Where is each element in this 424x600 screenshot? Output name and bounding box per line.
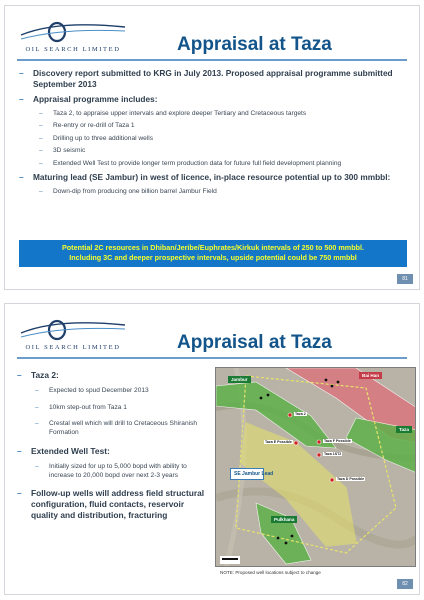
sub-bullet-item: – 10km step-out from Taza 1: [35, 403, 127, 411]
sub-bullet-item: – Initially sized for up to 5,000 bopd with ability to increase to 20,000 bopd over next 2-3 years: [35, 462, 187, 479]
map-label-pulkhana: Pulkhana: [271, 516, 297, 523]
slide-1: [4, 5, 420, 290]
bullet-item: – Discovery report submitted to KRG in July 2013. Proposed appraisal programme submitted September 2013: [19, 68, 393, 89]
slide-2: [4, 303, 420, 595]
company-logo: [17, 316, 129, 354]
sub-bullet-item: – Expected to spud December 2013: [35, 386, 149, 394]
sub-bullet-item: – Drilling up to three additional wells: [39, 134, 154, 142]
slide-title: Appraisal at Taza: [177, 34, 332, 55]
map-label-se-jambur: SE Jambur Lead: [230, 468, 264, 480]
banner-line-1: Potential 2C resources in Dhiban/Jeribe/Euphrates/Kirkuk intervals of 250 to 500 mmbbl.: [62, 243, 364, 252]
company-logo: [17, 18, 129, 56]
company-name: OIL SEARCH LIMITED: [25, 46, 121, 53]
slide-title: Appraisal at Taza: [177, 332, 332, 353]
well-taza2-marker: [288, 413, 292, 417]
well-label-taza-e: Taza E Possible: [265, 440, 292, 444]
sub-bullet-item: – Down-dip from producing one billion barrel Jambur Field: [39, 187, 217, 195]
logo-swirl-icon: [17, 316, 129, 344]
bullet-list: [19, 68, 411, 201]
bullet-item: – Taza 2:: [17, 370, 59, 380]
well-label-taza1: Taza 1ST2: [324, 452, 342, 456]
resource-banner: [19, 240, 407, 267]
company-name: OIL SEARCH LIMITED: [25, 344, 121, 351]
sub-bullet-item: – Re-entry or re-drill of Taza 1: [39, 122, 135, 130]
page-number: 82: [397, 579, 413, 589]
sub-bullet-item: – Crestal well which will drill to Cretaceous Shiranish Formation: [35, 420, 198, 437]
title-divider: [17, 59, 407, 61]
well-label-taza-d: Taza D Possible: [337, 477, 365, 481]
sub-bullet-item: – 3D seismic: [39, 147, 86, 155]
bullet-item: – Follow-up wells will address field structural configuration, fluid contacts, reservoir quality and distribution, fracturing: [17, 488, 205, 520]
well-label-taza-f: Taza F Possible: [324, 439, 351, 443]
bullet-item: – Maturing lead (SE Jambur) in west of licence, in-place resource potential up to 300 mmbbl:: [19, 172, 391, 183]
map-label-bai-hasan: Bai Han: [359, 372, 382, 379]
title-divider: [17, 357, 407, 359]
licence-map: [215, 367, 416, 567]
well-taza-e-marker: [294, 441, 298, 445]
map-label-taza: Taza: [396, 426, 412, 433]
bullet-item: – Extended Well Test:: [17, 445, 110, 456]
well-taza-d-marker: [330, 478, 334, 482]
banner-line-2: Including 3C and deeper prospective intervals, upside potential could be 750 mmbbl: [69, 253, 357, 262]
well-taza1-marker: [317, 453, 321, 457]
well-taza-f-marker: [317, 440, 321, 444]
logo-swirl-icon: [17, 18, 129, 46]
bullet-list: [17, 370, 213, 527]
map-note: NOTE: Proposed well locations subject to change: [220, 570, 321, 575]
map-label-jambur: Jambur: [228, 376, 251, 383]
sub-bullet-item: – Extended Well Test to provide longer term production data for future full field development planning: [39, 159, 342, 167]
sub-bullet-item: – Taza 2, to appraise upper intervals and explore deeper Tertiary and Cretaceous targets: [39, 109, 307, 117]
page-number: 81: [397, 274, 413, 284]
bullet-item: – Appraisal programme includes:: [19, 94, 158, 104]
well-label-taza2: Taza 2: [295, 412, 306, 416]
